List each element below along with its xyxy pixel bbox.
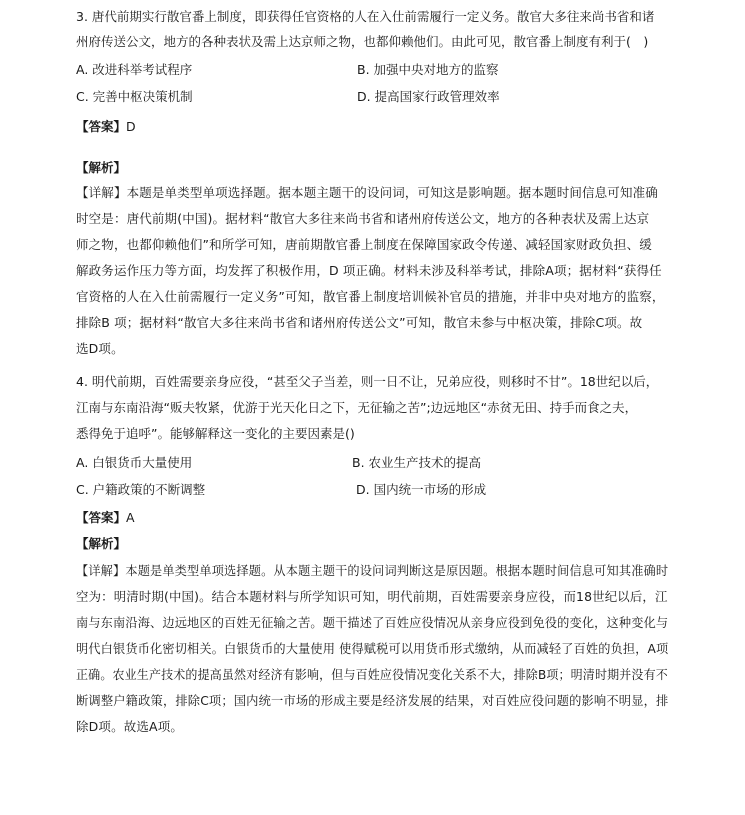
q3-detail-line-6: 排除B 项；据材料“散官大多往来尚书省和诸州府传送公文”可知，散官未参与中枢决策，排除C项。故 (76, 315, 643, 330)
q4-option-a: A. 白银货币大量使用 (76, 455, 193, 470)
q4-answer-label: 【答案】 (76, 510, 127, 525)
q4-answer (76, 509, 135, 527)
q3-option-b: B. 加强中央对地方的监察 (357, 62, 499, 77)
q4-option-b: B. 农业生产技术的提高 (352, 455, 482, 470)
q3-answer-value: D (126, 119, 136, 134)
q4-detail-line-4: 明代白银货币化密切相关。白银货币的大量使用 使得赋税可以用货币形式缴纳，从而减轻了百姓的负担，A项 (76, 641, 669, 656)
q4-stem-line-1: 4. 明代前期，百姓需要亲身应役，“甚至父子当差，则一日不让，兄弟应役，则移时不甘”。18世纪以后， (76, 374, 659, 389)
q3-detail-line-1: 【详解】本题是单类型单项选择题。据本题主题干的设问词，可知这是影响题。据本题时间信息可知准确 (76, 185, 658, 200)
q3-stem-line-2: 州府传送公文，地方的各种表状及需上达京师之物，也都仰赖他们。由此可见，散官番上制度有利于( ) (76, 34, 649, 49)
q3-answer-label: 【答案】 (76, 119, 127, 134)
q4-stem-line-3: 悉得免于追呼”。能够解释这一变化的主要因素是() (76, 426, 355, 441)
q3-stem-line-1: 3. 唐代前期实行散官番上制度，即获得任官资格的人在入仕前需履行一定义务。散官大多往来尚书省和诸 (76, 9, 655, 24)
q3-analysis-label: 【解析】 (76, 160, 127, 175)
q3-detail-line-5: 官资格的人在入仕前需履行一定义务”可知，散官番上制度培训候补官员的措施，并非中央对地方的监察， (76, 289, 665, 304)
q4-answer-value: A (126, 510, 135, 525)
q3-detail-line-4: 解政务运作压力等方面，均发挥了积极作用，D 项正确。材料未涉及科举考试，排除A项；据材料“获得任 (76, 263, 662, 278)
q3-option-c: C. 完善中枢决策机制 (76, 89, 193, 104)
q3-detail-line-7: 选D项。 (76, 341, 124, 356)
q4-analysis-label: 【解析】 (76, 536, 127, 551)
q3-option-a: A. 改进科举考试程序 (76, 62, 193, 77)
q4-detail-line-6: 断调整户籍政策，排除C项；国内统一市场的形成主要是经济发展的结果，对百姓应役问题的影响不明显，排 (76, 693, 669, 708)
q4-detail-line-5: 正确。农业生产技术的提高虽然对经济有影响，但与百姓应役情况变化关系不大，排除B项；明清时期并没有不 (76, 667, 668, 682)
q3-detail-line-2: 时空是：唐代前期(中国)。据材料“散官大多往来尚书省和诸州府传送公文，地方的各种表状及需上达京 (76, 211, 650, 226)
q3-detail-line-3: 师之物，也都仰赖他们”和所学可知，唐前期散官番上制度在保障国家政令传递、减轻国家财政负担、缓 (76, 237, 652, 252)
q4-detail-line-3: 南与东南沿海、边远地区的百姓无征输之苦。题干描述了百姓应役情况从亲身应役到免役的变化，这种变化与 (76, 615, 669, 630)
q4-stem-line-2: 江南与东南沿海“贩夫牧紧，优游于光天化日之下，无征输之苦”;边远地区“赤贫无田、持手而食之夫， (76, 400, 638, 415)
q4-detail-line-7: 除D项。故选A项。 (76, 719, 184, 734)
q3-answer (76, 118, 136, 136)
q4-option-d: D. 国内统一市场的形成 (356, 482, 487, 497)
q4-detail-line-2: 空为：明清时期(中国)。结合本题材料与所学知识可知，明代前期，百姓需要亲身应役，而18世纪以后，江 (76, 589, 668, 604)
q4-detail-line-1: 【详解】本题是单类型单项选择题。从本题主题干的设问词判断这是原因题。根据本题时间信息可知其准确时 (76, 563, 669, 578)
q3-option-d: D. 提高国家行政管理效率 (357, 89, 500, 104)
q4-option-c: C. 户籍政策的不断调整 (76, 482, 206, 497)
